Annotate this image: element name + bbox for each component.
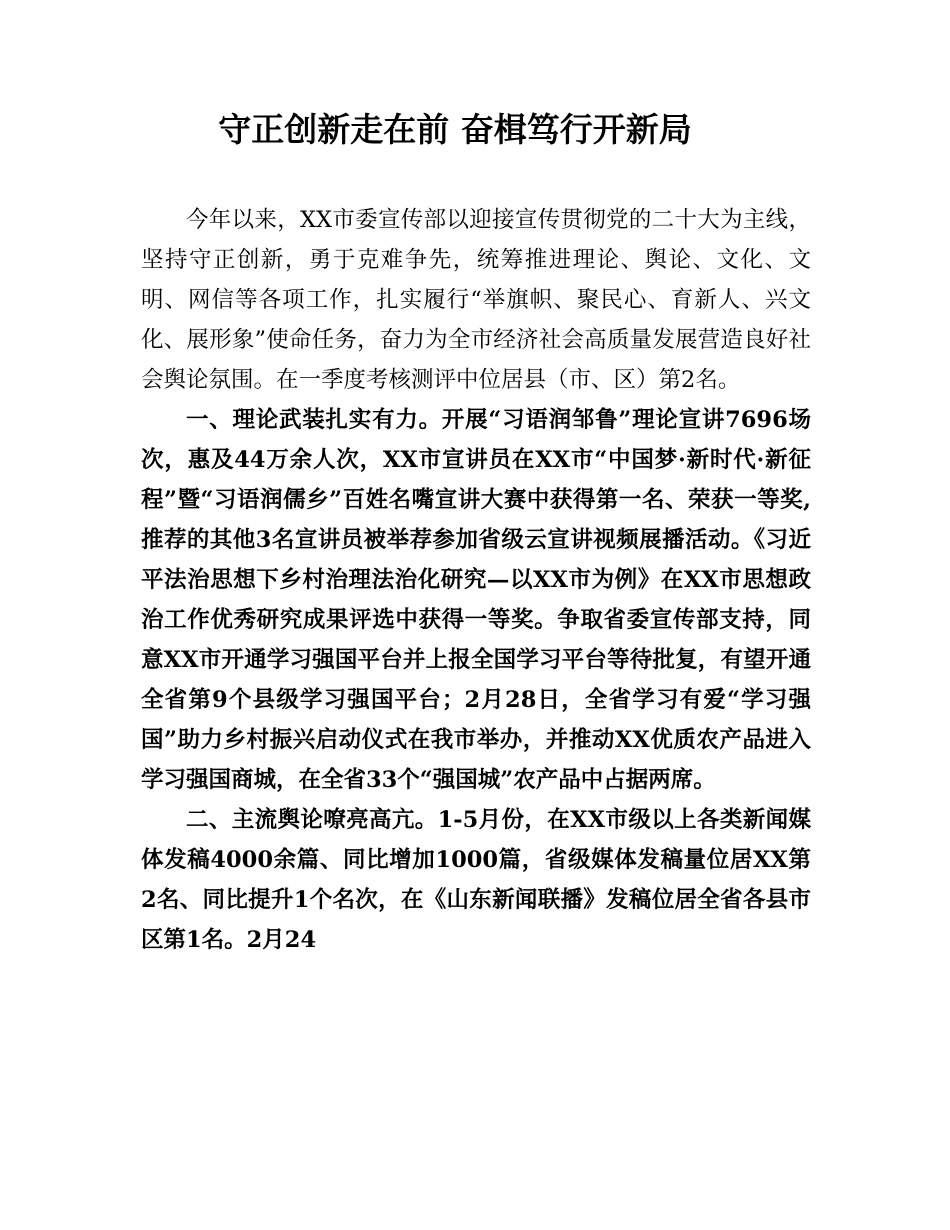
paragraph-media-text: 1-5月份，在XX市级以上各类新闻媒体发稿4000余篇、同比增加1000篇，省级媒体发稿量位居XX第2名、同比提升1个名次，在《山东新闻联播》发稿位居全省各县市区第1名。2月24: [141, 807, 811, 953]
paragraph-intro: [141, 200, 811, 400]
paragraph-media-heading: 二、主流舆论嘹亮高亢。: [186, 807, 438, 833]
paragraph-theory: [141, 400, 811, 800]
paragraph-intro-text: 今年以来，XX市委宣传部以迎接宣传贯彻党的二十大为主线，坚持守正创新，勇于克难争先，统筹推进理论、舆论、文化、文明、网信等各项工作，扎实履行“举旗帜、聚民心、育新人、兴文化、展形象”使命任务，奋力为全市经济社会高质量发展营造良好社会舆论氛围。在一季度考核测评中位居县（市、区）第2名。: [141, 207, 811, 393]
document-title: 守正创新走在前 奋楫笃行开新局: [218, 110, 692, 149]
paragraph-theory-text: 开展“习语润邹鲁”理论宣讲7696场次，惠及44万余人次，XX市宣讲员在XX市“中国梦·新时代·新征程”暨“习语润儒乡”百姓名嘴宣讲大赛中获得第一名、荣获一等奖,推荐的其他3名宣讲员被举荐参加省级云宣讲视频展播活动。《习近平法治思想下乡村治理法治化研究—以XX市为例》在XX市思想政治工作优秀研究成果评选中获得一等奖。争取省委宣传部支持，同意XX市开通学习强国平台并上报全国学习平台等待批复，有望开通全省第9个县级学习强国平台；2月28日，全省学习有爱“学习强国”助力乡村振兴启动仪式在我市举办，并推动XX优质农产品进入学习强国商城，在全省33个“强国城”农产品中占据两席。: [141, 407, 811, 793]
document-body: [141, 200, 811, 960]
paragraph-theory-heading: 一、理论武装扎实有力。: [186, 407, 442, 433]
paragraph-media: [141, 800, 811, 960]
